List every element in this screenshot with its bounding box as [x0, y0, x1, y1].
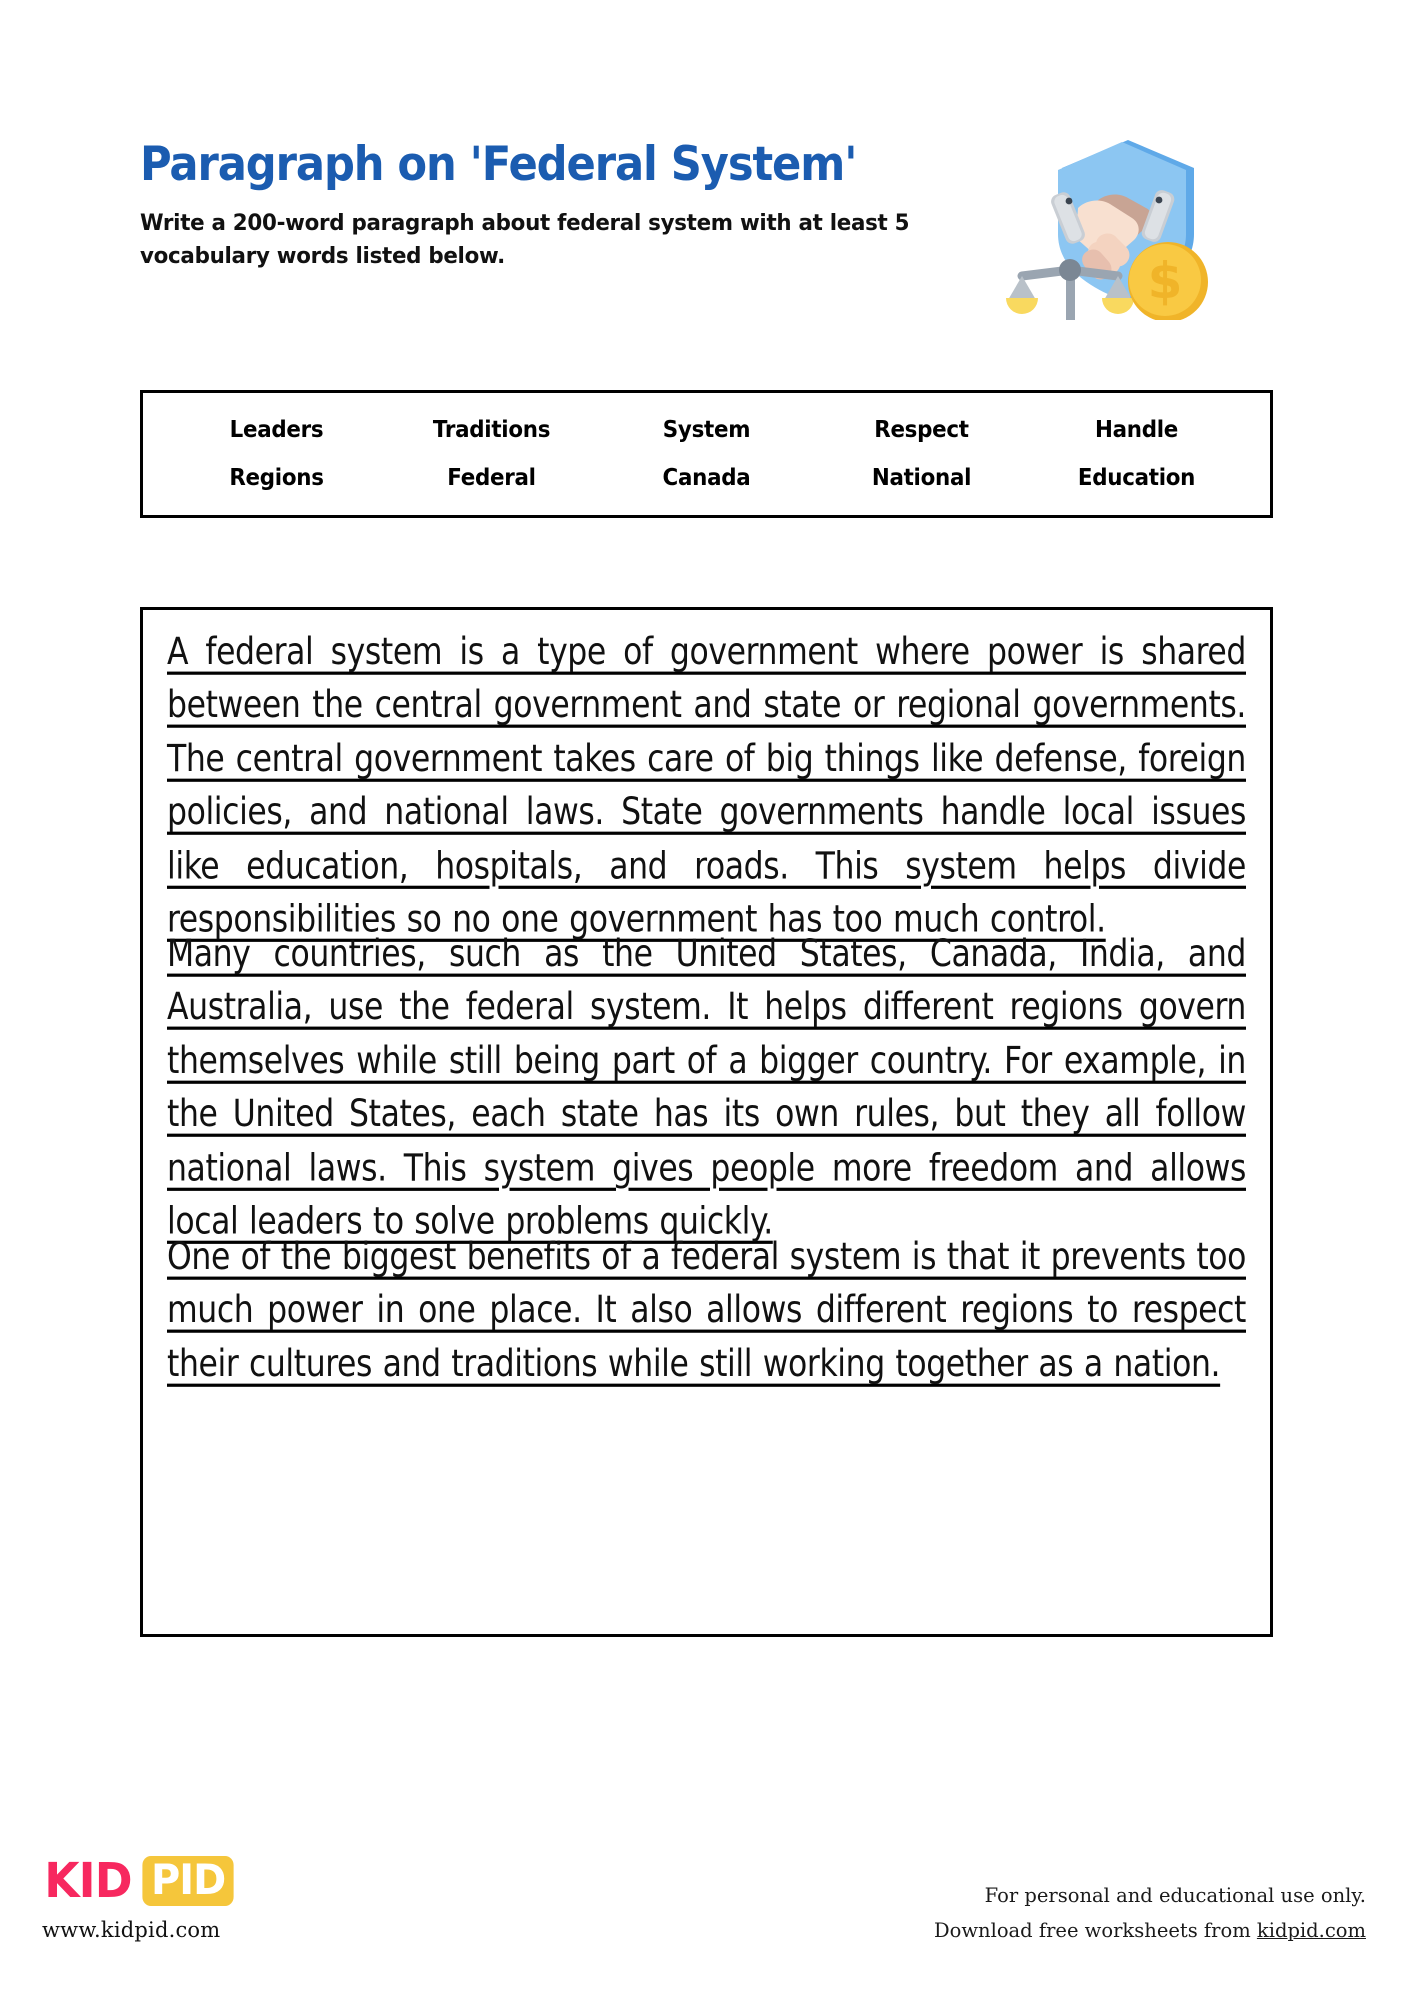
instruction-text: Write a 200-word paragraph about federal system with at least 5 vocabulary words listed below.	[140, 210, 910, 269]
download-notice-prefix: Download free worksheets from	[933, 1919, 1257, 1943]
answer-paragraph: A federal system is a type of government where power is shared between the central government and state or regional governments. The central government takes care of big things like defense, foreign policies, and national laws. State governments handle local issues like education, hospitals, and roads. This system helps divide responsibilities so no one government has too much control.	[167, 631, 1246, 941]
vocabulary-word: Traditions	[432, 417, 551, 443]
vocabulary-word: Federal	[447, 465, 536, 491]
page-title: Paragraph on 'Federal System'	[140, 137, 857, 192]
answer-paragraph: One of the biggest benefits of a federal system is that it prevents too much power in one place. It also allows different regions to respect their cultures and traditions while still working together as a nation.	[167, 1236, 1246, 1386]
download-notice-line	[934, 1913, 1366, 1948]
vocabulary-word: Education	[1077, 465, 1196, 491]
vocabulary-word: System	[662, 417, 751, 443]
vocabulary-word: Respect	[874, 417, 969, 443]
footer-notice	[934, 1878, 1366, 1948]
logo-kid-text: KID	[44, 1853, 132, 1909]
logo-website-url: www.kidpid.com	[42, 1918, 221, 1942]
vocabulary-word: Canada	[662, 465, 751, 491]
kidpid-logo[interactable]	[42, 1855, 302, 1942]
dollar-coin-icon	[1128, 242, 1208, 320]
vocabulary-row	[143, 465, 1270, 491]
vocabulary-word: Leaders	[229, 417, 324, 443]
vocabulary-word: Regions	[229, 465, 324, 491]
answer-writing-area[interactable]	[140, 607, 1273, 1637]
vocabulary-word: National	[871, 465, 972, 491]
logo-wordmark	[42, 1855, 302, 1907]
logo-pid-text: PID	[142, 1856, 233, 1906]
vocabulary-word-bank	[140, 390, 1273, 518]
kidpid-link[interactable]: kidpid.com	[1256, 1919, 1366, 1943]
federal-system-illustration	[1000, 130, 1220, 320]
worksheet-header	[140, 137, 1040, 273]
vocabulary-row	[143, 417, 1270, 443]
vocabulary-word: Handle	[1094, 417, 1179, 443]
answer-paragraph: Many countries, such as the United States, Canada, India, and Australia, use the federal system. It helps different regions govern themselves while still being part of a bigger country. For example, in the United States, each state has its own rules, but they all follow national laws. This system gives people more freedom and allows local leaders to solve problems quickly.	[167, 933, 1246, 1244]
svg-text:$: $	[1147, 252, 1183, 310]
usage-notice-line: For personal and educational use only.	[984, 1884, 1366, 1907]
